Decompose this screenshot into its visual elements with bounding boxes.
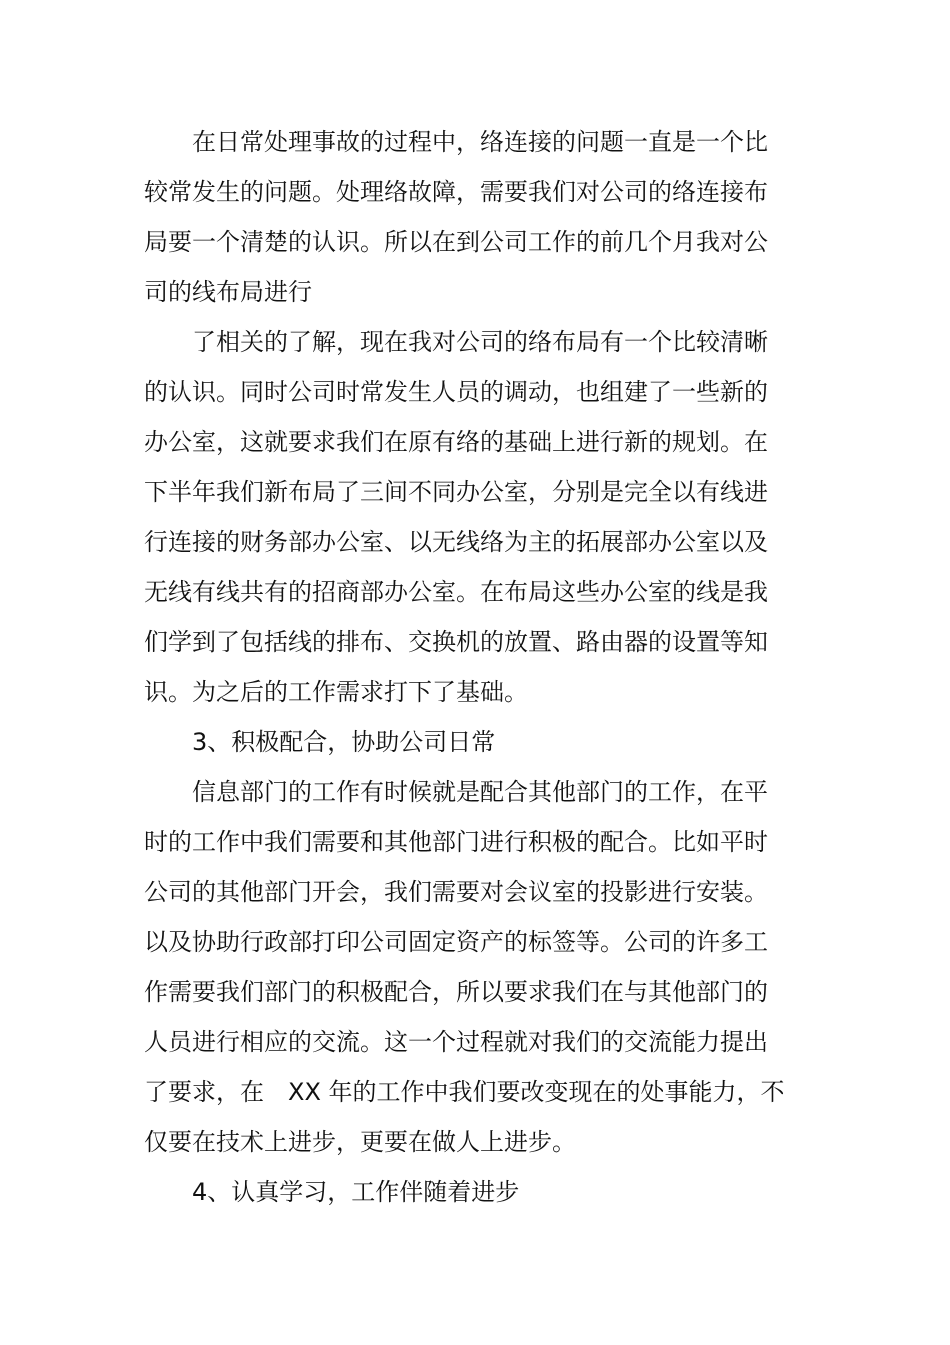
- text-line: 较常发生的问题。处理络故障，需要我们对公司的络连接布: [144, 178, 768, 206]
- text-line: 了相关的了解，现在我对公司的络布局有一个比较清晰: [192, 328, 768, 356]
- text-line: 行连接的财务部办公室、以无线络为主的拓展部办公室以及: [144, 528, 768, 556]
- text-line: 司的线布局进行: [144, 278, 312, 306]
- text-line: 3、积极配合，协助公司日常: [192, 728, 496, 756]
- text-line: 在日常处理事故的过程中，络连接的问题一直是一个比: [192, 128, 768, 156]
- text-line: 了要求，在 XX 年的工作中我们要改变现在的处事能力，不: [144, 1078, 785, 1106]
- text-line: 们学到了包括线的排布、交换机的放置、路由器的设置等知: [144, 628, 768, 656]
- text-line: 仅要在技术上进步，更要在做人上进步。: [144, 1128, 576, 1156]
- text-line: 以及协助行政部打印公司固定资产的标签等。公司的许多工: [144, 928, 768, 956]
- text-line: 的认识。同时公司时常发生人员的调动，也组建了一些新的: [144, 378, 768, 406]
- text-line: 作需要我们部门的积极配合，所以要求我们在与其他部门的: [144, 978, 768, 1006]
- text-line: 下半年我们新布局了三间不同办公室，分别是完全以有线进: [144, 478, 768, 506]
- text-line: 办公室，这就要求我们在原有络的基础上进行新的规划。在: [144, 428, 768, 456]
- text-line: 识。为之后的工作需求打下了基础。: [144, 678, 528, 706]
- text-line: 信息部门的工作有时候就是配合其他部门的工作，在平: [192, 778, 768, 806]
- document-body: [144, 117, 785, 1217]
- text-line: 4、认真学习，工作伴随着进步: [192, 1178, 520, 1206]
- text-line: 无线有线共有的招商部办公室。在布局这些办公室的线是我: [144, 578, 768, 606]
- text-line: 人员进行相应的交流。这一个过程就对我们的交流能力提出: [144, 1028, 768, 1056]
- text-line: 局要一个清楚的认识。所以在到公司工作的前几个月我对公: [144, 228, 768, 256]
- text-line: 时的工作中我们需要和其他部门进行积极的配合。比如平时: [144, 828, 768, 856]
- text-line: 公司的其他部门开会，我们需要对会议室的投影进行安装。: [144, 878, 768, 906]
